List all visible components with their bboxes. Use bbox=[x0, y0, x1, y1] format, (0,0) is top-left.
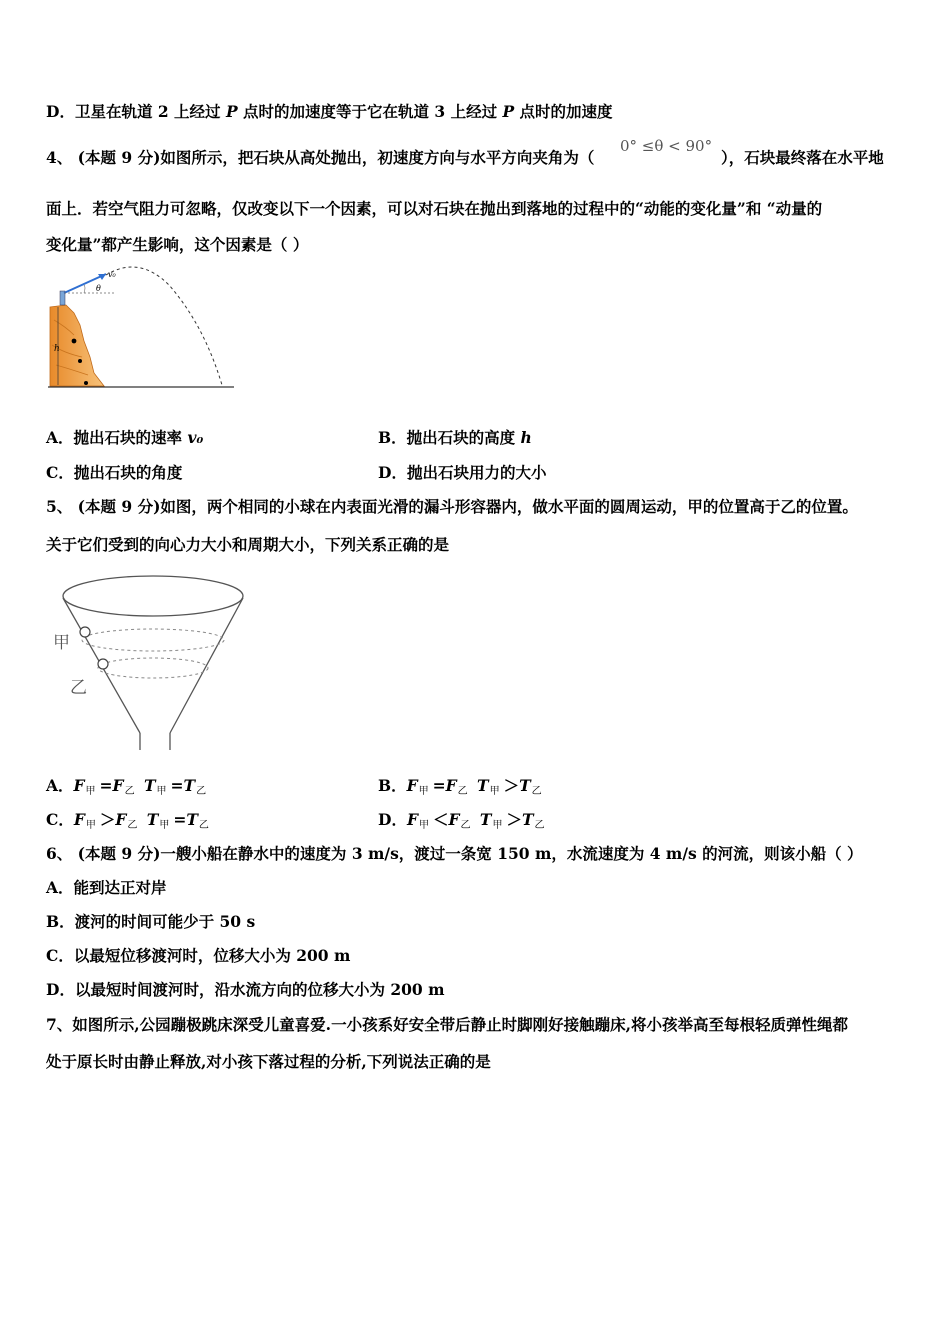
lower-orbit bbox=[98, 658, 208, 678]
projectile-figure bbox=[44, 265, 239, 395]
label-jia: 甲 bbox=[53, 633, 70, 653]
height-label: h bbox=[54, 344, 60, 354]
ball-jia bbox=[80, 627, 90, 637]
q4-stem-line1-end: ），石块最终落在水平地 bbox=[721, 148, 884, 167]
ball-yi bbox=[98, 659, 108, 669]
v0-label: v₀ bbox=[108, 270, 116, 279]
q4-angle-expression: 0° ≤θ < 90° bbox=[620, 137, 713, 155]
q4-option-a[interactable]: A．抛出石块的速率 v₀ bbox=[46, 428, 204, 447]
q6-option-d[interactable]: D．以最短时间渡河时，沿水流方向的位移大小为 200 m bbox=[46, 980, 445, 999]
q5-stem-line1: 5、 (本题 9 分)如图，两个相同的小球在内表面光滑的漏斗形容器内，做水平面的圆周运动，甲的位置高于乙的位置。 bbox=[46, 497, 858, 516]
q7-stem-line1: 7、如图所示,公园蹦极跳床深受儿童喜爱.一小孩系好安全带后静止时脚刚好接触蹦床,将小孩举高至每根轻质弹性绳都 bbox=[46, 1015, 848, 1034]
q5-option-a[interactable]: A．$F_甲 =F_乙$ $T_甲 =T_乙$ bbox=[46, 776, 207, 797]
q4-stem-line2: 面上．若空气阻力可忽略，仅改变以下一个因素，可以对石块在抛出到落地的过程中的“动能的变化量”和 “动量的 bbox=[46, 199, 823, 218]
q6-stem: 6、 (本题 9 分)一艘小船在静水中的速度为 3 m/s，渡过一条宽 150 m，水流速度为 4 m/s 的河流，则该小船（ ） bbox=[46, 844, 863, 863]
theta-label: θ bbox=[96, 284, 101, 293]
q6-option-c[interactable]: C．以最短位移渡河时，位移大小为 200 m bbox=[46, 946, 351, 965]
q4-stem-line3: 变化量”都产生影响，这个因素是（ ） bbox=[46, 235, 309, 254]
upper-orbit bbox=[82, 629, 224, 651]
q4-option-d[interactable]: D．抛出石块用力的大小 bbox=[378, 463, 547, 482]
funnel-rim bbox=[63, 576, 243, 616]
q6-option-b[interactable]: B．渡河的时间可能少于 50 s bbox=[46, 912, 256, 931]
q4-stem-line1: 4、 (本题 9 分)如图所示，把石块从高处抛出，初速度方向与水平方向夹角为（ bbox=[46, 148, 595, 167]
q3-option-d: D．卫星在轨道 2 上经过 P 点时的加速度等于它在轨道 3 上经过 P 点时的加速度 bbox=[46, 102, 613, 121]
q7-stem-line2: 处于原长时由静止释放,对小孩下落过程的分析,下列说法正确的是 bbox=[46, 1052, 491, 1071]
label-yi: 乙 bbox=[70, 678, 87, 698]
trajectory bbox=[106, 267, 222, 385]
q5-option-c[interactable]: C．$F_甲 >F_乙$ $T_甲 =T_乙$ bbox=[46, 810, 209, 831]
funnel-figure bbox=[50, 568, 250, 753]
q5-stem-line2: 关于它们受到的向心力大小和周期大小，下列关系正确的是 bbox=[46, 535, 450, 554]
q5-option-d[interactable]: D．$F_甲 <F_乙$ $T_甲 >T_乙$ bbox=[378, 810, 545, 831]
q6-option-a[interactable]: A．能到达正对岸 bbox=[46, 878, 167, 897]
q4-option-c[interactable]: C．抛出石块的角度 bbox=[46, 463, 183, 482]
q4-option-b[interactable]: B．抛出石块的高度 h bbox=[378, 428, 532, 447]
q5-option-b[interactable]: B．$F_甲 =F_乙$ $T_甲 >T_乙$ bbox=[378, 776, 542, 797]
